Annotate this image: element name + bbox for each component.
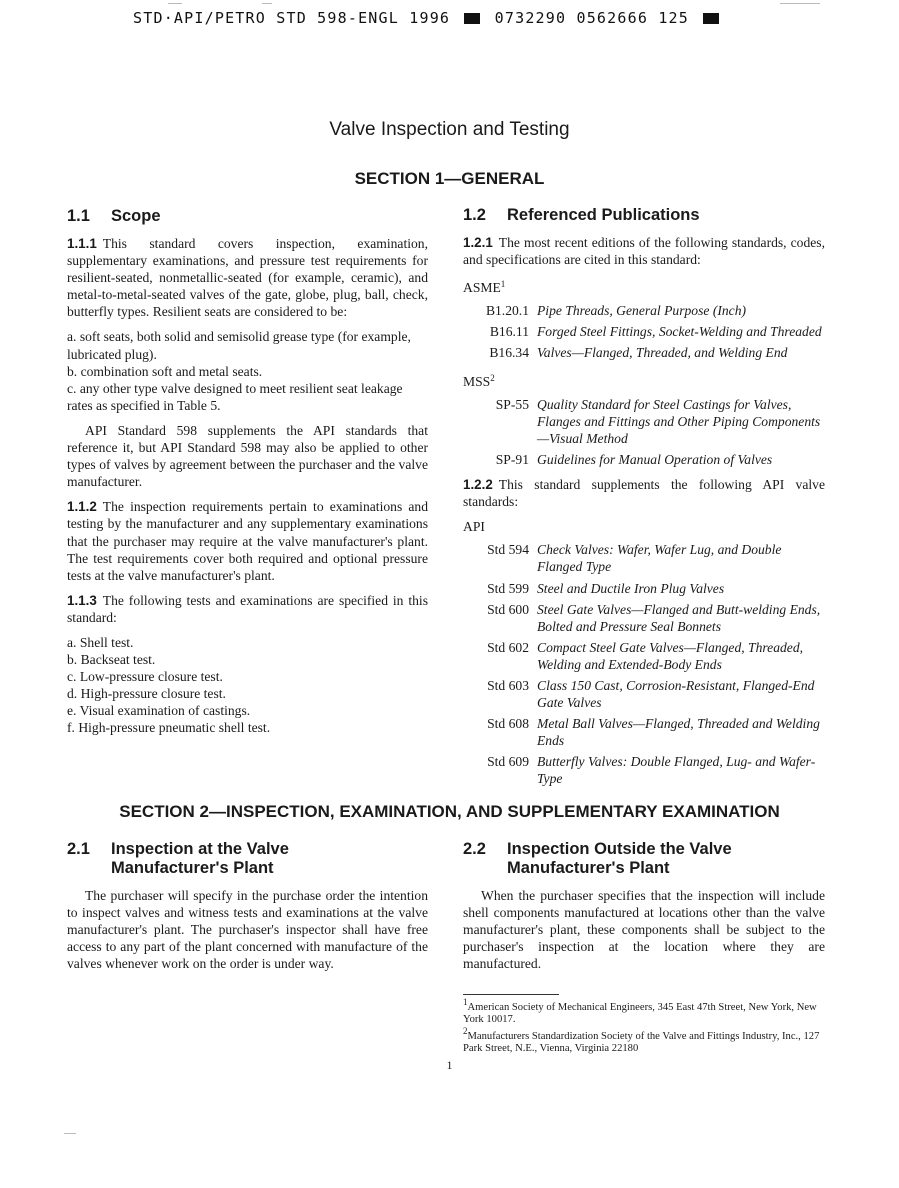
list-item: e. Visual examination of castings. (67, 703, 251, 719)
paragraph-121 (463, 234, 825, 268)
reference-code: Std 594 (487, 542, 529, 558)
list-item: f. High-pressure pneumatic shell test. (67, 720, 271, 736)
scan-mark (64, 1133, 76, 1134)
reference-title: Metal Ball Valves—Flanged, Threaded and Welding Ends (537, 716, 820, 749)
reference-title: Pipe Threads, General Purpose (Inch) (537, 303, 747, 319)
paragraph-113 (67, 592, 428, 626)
header-stamp (133, 9, 723, 27)
s22-heading (463, 840, 825, 878)
asme-group-label (463, 276, 825, 296)
list-item: d. High-pressure closure test. (67, 686, 226, 702)
reference-title: Compact Steel Gate Valves—Flanged, Threaded, Welding and Extended-Body Ends (537, 639, 804, 672)
s11-number: 1.1 (67, 207, 90, 225)
reference-entry (463, 323, 825, 340)
footnote-mark: 2 (490, 372, 495, 383)
reference-title: Class 150 Cast, Corrosion-Resistant, Flanged-End Gate Valves (537, 677, 815, 711)
s12-title: Referenced Publications (507, 206, 700, 224)
p122-number: 1.2.2 (463, 477, 493, 493)
s21-number: 2.1 (67, 840, 90, 858)
reference-entry (463, 541, 825, 575)
p112-number: 1.1.2 (67, 499, 97, 515)
seat-type-list (67, 328, 428, 413)
p113-number: 1.1.3 (67, 592, 97, 608)
s11-heading (67, 207, 428, 226)
page-number: 1 (446, 1058, 453, 1072)
p112-text: The inspection requirements pertain to examinations and testing by the manufacturer and any supplementary examinations that the purchaser may require at the valve manufacturer's plant. The test requirements cover both required and optional pressure tests at the valve manufacturer's plant. (67, 499, 428, 583)
s22-title-line1: Inspection Outside the Valve (507, 840, 732, 858)
s21-title-line2: Manufacturer's Plant (111, 859, 274, 877)
reference-entry (463, 344, 825, 361)
p121-text: The most recent editions of the following standards, codes, and specifications are cited in this standard: (463, 235, 825, 268)
paragraph-122 (463, 476, 825, 510)
reference-title: Steel and Ductile Iron Plug Valves (537, 580, 725, 596)
footnote-text: American Society of Mechanical Engineers, 345 East 47th Street, New York, New York 10017. (463, 1002, 817, 1025)
reference-code: B1.20.1 (485, 303, 529, 319)
list-item: c. Low-pressure closure test. (67, 669, 223, 685)
footnote (463, 997, 829, 1025)
reference-code: SP-91 (495, 451, 529, 467)
paragraph-112 (67, 498, 428, 583)
s21-heading (67, 840, 428, 878)
footnote-rule (463, 994, 559, 995)
left-column-s1 (67, 207, 428, 745)
s12-number: 1.2 (463, 206, 486, 224)
reference-entry (463, 451, 825, 468)
reference-title: Valves—Flanged, Threaded, and Welding End (537, 345, 788, 361)
reference-code: Std 599 (487, 580, 529, 596)
mss-group-label (463, 370, 825, 390)
reference-code: B16.34 (489, 345, 529, 361)
reference-entry (463, 639, 825, 673)
scan-mark (780, 3, 820, 4)
p121-number: 1.2.1 (463, 235, 493, 250)
footnote-mark: 1 (463, 997, 468, 1007)
list-item: a. soft seats, both solid and semisolid grease type (for example, lubricated plug). (67, 329, 411, 362)
s22-title-line2: Manufacturer's Plant (507, 859, 670, 877)
footnotes (463, 997, 829, 1055)
footnote-mark: 2 (463, 1026, 468, 1036)
footnote (463, 1026, 829, 1054)
list-item: b. Backseat test. (67, 652, 156, 668)
section2-heading: SECTION 2—INSPECTION, EXAMINATION, AND SUPPLEMENTARY EXAMINATION (119, 802, 780, 821)
s22-number: 2.2 (463, 840, 486, 858)
stamp-block-mark (703, 13, 719, 24)
reference-entry (463, 715, 825, 749)
reference-entry (463, 396, 825, 447)
reference-code: Std 609 (487, 754, 529, 770)
reference-entry (463, 601, 825, 635)
header-stamp-text: STD·API/PETRO STD 598-ENGL 1996 (133, 9, 451, 27)
list-item: b. combination soft and metal seats. (67, 363, 263, 379)
reference-entry (463, 580, 825, 597)
left-column-s2 (67, 840, 428, 980)
tests-list (67, 634, 428, 737)
p111-number: 1.1.1 (67, 236, 97, 251)
reference-title: Guidelines for Manual Operation of Valves (537, 451, 773, 467)
reference-title: Quality Standard for Steel Castings for Valves, Flanges and Fittings and Other Piping Components—Visual Method (537, 396, 821, 446)
reference-entry (463, 753, 825, 787)
list-item: c. any other type valve designed to meet resilient seat leakage rates as specified in Table 5. (67, 380, 403, 413)
reference-code: Std 602 (487, 639, 529, 655)
section1-heading: SECTION 1—GENERAL (354, 169, 545, 188)
list-item: a. Shell test. (67, 634, 134, 650)
paragraph-21: The purchaser will specify in the purchase order the intention to inspect valves and witness tests and examinations at the valve manufacturer's plant. The purchaser's inspector shall have free access to any part of the plant concerned with manufacture of the valves whenever work on the order is under way. (67, 888, 428, 972)
scan-mark (168, 3, 182, 4)
p111-text: This standard covers inspection, examination, supplementary examinations, and pressure test requirements for resilient-seated, nonmetallic-seated (for example, ceramic), and metal-to-metal-seated valves of the gate, globe, plug, ball, check, butterfly types. Resilient seats are considered to be: (67, 236, 428, 320)
asme-label: ASME (463, 280, 501, 296)
footnote-mark: 1 (500, 279, 506, 290)
reference-title: Steel Gate Valves—Flanged and Butt-welding Ends, Bolted and Pressure Seal Bonnets (537, 601, 821, 634)
paragraph-22: When the purchaser specifies that the inspection will include shell components manufactured at locations other than the valve manufacturer's plant, these components shall be subject to the purchaser's inspection at the location where they are manufactured. (463, 888, 825, 972)
mss-label: MSS (463, 373, 491, 389)
reference-entry (463, 302, 825, 319)
reference-title: Butterfly Valves: Double Flanged, Lug- and Wafer-Type (537, 754, 816, 787)
p113-text: The following tests and examinations are specified in this standard: (67, 592, 428, 625)
footnote-text: Manufacturers Standardization Society of the Valve and Fittings Industry, Inc., 127 Park Street, N.E., Vienna, Virginia 22180 (463, 1031, 820, 1054)
right-column-s2 (463, 840, 825, 980)
s12-heading (463, 206, 825, 225)
reference-code: SP-55 (495, 396, 529, 412)
reference-title: Check Valves: Wafer, Wafer Lug, and Double Flanged Type (537, 542, 782, 575)
s21-title-line1: Inspection at the Valve (111, 840, 289, 858)
reference-entry (463, 677, 825, 711)
reference-code: Std 603 (487, 677, 529, 693)
reference-code: B16.11 (489, 324, 529, 340)
reference-code: Std 600 (487, 601, 529, 617)
right-column-s1 (463, 206, 825, 792)
reference-title: Forged Steel Fittings, Socket-Welding and Threaded (537, 324, 822, 340)
stamp-block-mark (464, 13, 480, 24)
p122-text: This standard supplements the following API valve standards: (463, 477, 825, 510)
header-stamp-numbers: 0732290 0562666 125 (494, 9, 690, 27)
page-title: Valve Inspection and Testing (329, 119, 570, 140)
paragraph-111 (67, 235, 428, 320)
reference-code: Std 608 (487, 716, 529, 732)
paragraph-api-598: API Standard 598 supplements the API standards that reference it, but API Standard 598 may also be applied to other types of valves by agreement between the purchaser and the valve manufacturer. (67, 422, 428, 490)
api-group-label: API (463, 519, 485, 535)
s11-title: Scope (111, 207, 161, 225)
scan-mark (262, 3, 272, 4)
